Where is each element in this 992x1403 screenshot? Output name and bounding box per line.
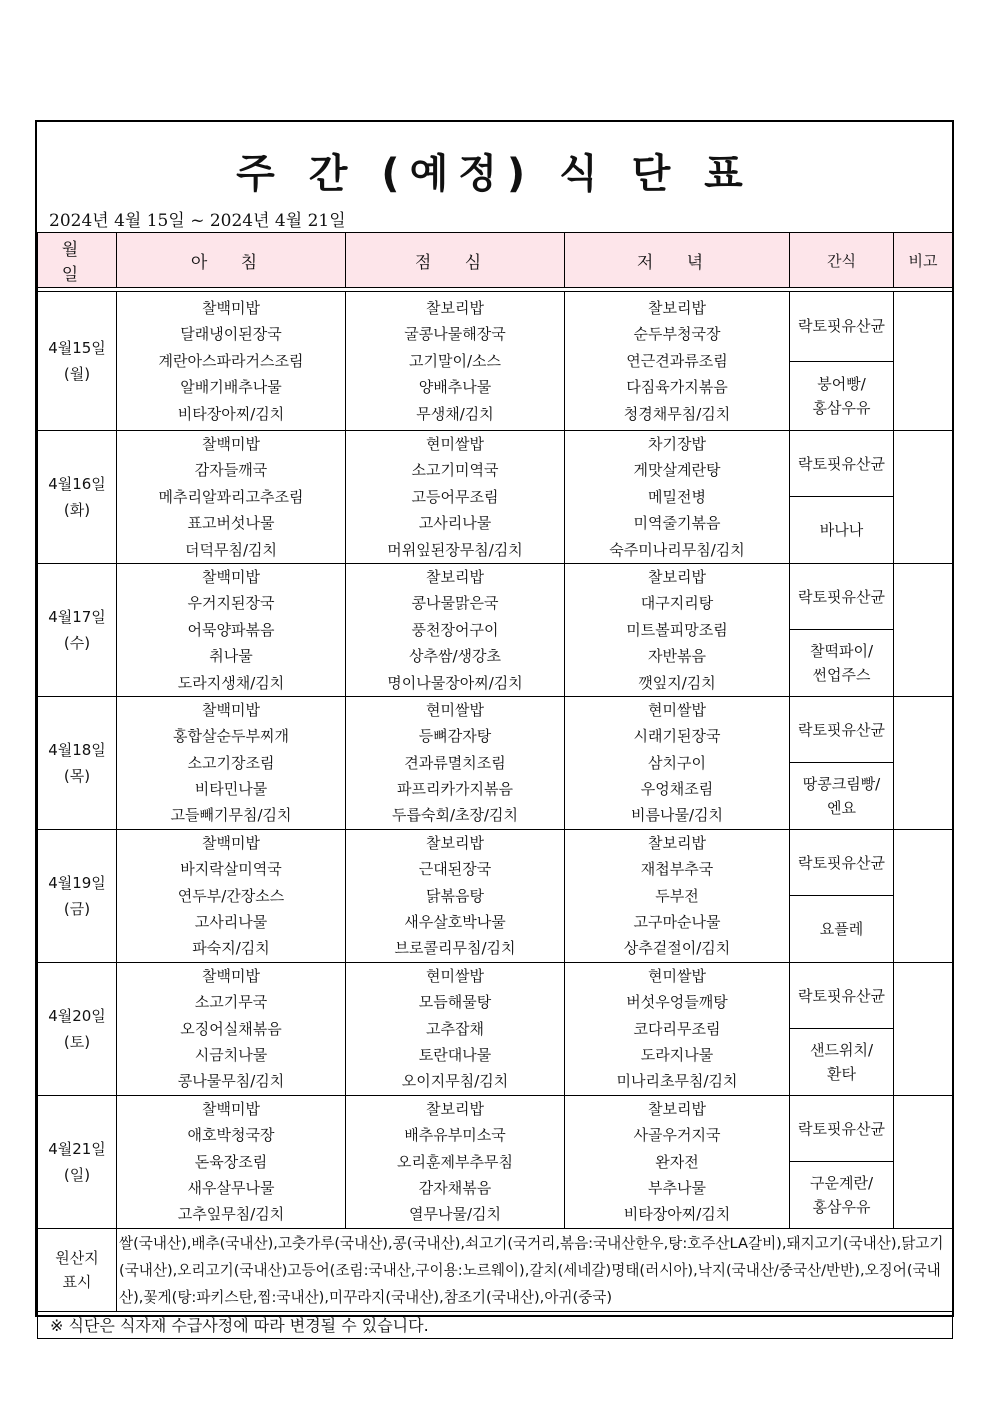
menu-item: 오리훈제부추무침 [397,1152,513,1171]
header-lunch: 점 심 [346,233,565,288]
remark-cell [894,696,953,829]
snack-primary: 락토핏유산균 [790,962,894,1028]
menu-item: 도라지나물 [640,1045,714,1064]
menu-item: 찰보리밥 [426,833,484,852]
menu-item: 현미쌀밥 [426,700,484,719]
weekly-menu-table [37,232,953,1339]
menu-item: 홍합살순두부찌개 [173,727,289,746]
menu-item: 풍천장어구이 [411,620,499,639]
menu-item: 메추리알꽈리고추조림 [158,487,304,506]
dinner-cell [565,1095,790,1228]
remark-cell [894,829,953,962]
menu-item: 버섯우엉들깨탕 [626,993,728,1012]
snack-primary: 락토핏유산균 [790,292,894,362]
day-weekday: (일) [63,1165,91,1184]
day-weekday: (토) [63,1032,91,1051]
menu-item: 찰보리밥 [426,299,484,318]
menu-item: 고구마순나물 [633,913,721,932]
snack-secondary [790,1162,894,1228]
menu-item: 콩나물맑은국 [411,594,499,613]
menu-item: 대구지리탕 [640,594,714,613]
menu-item: 머위잎된장무침/김치 [387,540,523,559]
menu-item: 닭볶음탕 [426,886,484,905]
snack-primary: 락토핏유산균 [790,829,894,895]
menu-item: 찰보리밥 [426,1099,484,1118]
menu-item: 완자전 [655,1152,699,1171]
day-row [38,563,953,629]
menu-item: 미나리초무침/김치 [616,1072,738,1091]
menu-item: 현미쌀밥 [426,966,484,985]
day-date-cell [38,696,117,829]
snack-primary: 락토핏유산균 [790,1095,894,1161]
snack-secondary [790,896,894,962]
day-date: 4월18일 [48,740,106,759]
menu-item: 바지락살미역국 [180,860,282,879]
snack-line: 땅콩크림빵/ [802,775,881,794]
menu-item: 찰백미밥 [202,299,260,318]
lunch-cell [346,829,565,962]
menu-item: 굴콩나물해장국 [404,325,506,344]
menu-item: 등뼈감자탕 [418,727,492,746]
day-date: 4월19일 [48,873,106,892]
snack-line: 홍삼우유 [812,1197,871,1216]
header-dinner: 저 녁 [565,233,790,288]
menu-item: 표고버섯나물 [187,514,275,533]
menu-item: 찰백미밥 [202,1099,260,1118]
menu-item: 고추잡채 [426,1019,484,1038]
menu-item: 열무나물/김치 [409,1205,501,1224]
menu-item: 애호박청국장 [187,1126,275,1145]
menu-item: 명이나물장아찌/김치 [387,673,523,692]
menu-item: 깻잎지/김치 [638,673,716,692]
header-remark: 비고 [894,233,953,288]
snack-line: 구운계란/ [809,1173,873,1192]
lunch-cell [346,696,565,829]
menu-item: 미역줄기볶음 [633,514,721,533]
lunch-cell [346,431,565,564]
menu-item: 삼치구이 [648,753,706,772]
menu-item: 찰보리밥 [648,299,706,318]
menu-item: 순두부청국장 [633,325,721,344]
day-row [38,829,953,895]
menu-item: 고기말이/소스 [409,351,501,370]
snack-line: 엔요 [827,799,856,818]
menu-item: 현미쌀밥 [648,700,706,719]
menu-item: 찰보리밥 [648,567,706,586]
origin-row [38,1228,953,1311]
snack-line: 샌드위치/ [809,1041,873,1060]
menu-item: 다짐육가지볶음 [626,378,728,397]
notice-text: ※ 식단은 식자재 수급사정에 따라 변경될 수 있습니다. [38,1311,953,1338]
menu-item: 감자채볶음 [418,1178,492,1197]
snack-secondary [790,497,894,563]
origin-label-line2: 표시 [62,1272,92,1291]
origin-label [38,1228,117,1311]
menu-item: 견과류멸치조림 [404,753,506,772]
snack-line: 홍삼우유 [812,398,871,417]
snack-secondary [790,1029,894,1095]
menu-item: 토란대나물 [418,1045,492,1064]
menu-item: 상추쌈/생강초 [409,647,501,666]
day-row [38,431,953,497]
snack-line: 붕어빵/ [817,374,866,393]
day-weekday: (금) [63,899,91,918]
menu-item: 현미쌀밥 [426,435,484,453]
menu-item: 소고기미역국 [411,461,499,480]
menu-item: 취나물 [209,647,253,666]
menu-item: 소고기장조림 [187,753,275,772]
menu-item: 근대된장국 [418,860,492,879]
menu-item: 찰백미밥 [202,435,260,453]
menu-item: 찰백미밥 [202,966,260,985]
lunch-cell [346,1095,565,1228]
snack-primary: 락토핏유산균 [790,696,894,762]
remark-cell [894,292,953,431]
menu-item: 비타장아찌/김치 [623,1205,731,1224]
day-weekday: (월) [63,365,91,383]
day-date-cell [38,1095,117,1228]
menu-item: 부추나물 [648,1178,706,1197]
day-date: 4월21일 [48,1139,106,1158]
menu-item: 달래냉이된장국 [180,325,282,344]
menu-item: 두부전 [655,886,699,905]
origin-text: 쌀(국내산),배추(국내산),고춧가루(국내산),콩(국내산),쇠고기(국거리,볶음:국내산한우,탕:호주산LA갈비),돼지고기(국내산),닭고기(국내산),오리고기(국내산)고등어(조림:국내산,구이용:노르웨이),갈치(세네갈)명태(러시아),낙지(국내산/중국산/반반),오징어(국내산),꽃게(탕:파키스탄,찜:국내산),미꾸라지(국내산),참조기(국내산),아귀(중국) [117,1228,953,1311]
menu-item: 코다리무조림 [633,1019,721,1038]
breakfast-cell [117,431,346,564]
day-date: 4월16일 [48,474,106,493]
menu-item: 브로콜리무침/김치 [394,939,516,958]
snack-line: 요플레 [819,920,864,939]
header-breakfast: 아 침 [117,233,346,288]
day-row [38,1095,953,1161]
snack-line: 환타 [827,1065,856,1084]
menu-item: 찰백미밥 [202,700,260,719]
remark-cell [894,563,953,696]
remark-cell [894,962,953,1095]
menu-item: 시금치나물 [194,1045,268,1064]
snack-line: 썬업주스 [812,666,871,685]
menu-item: 현미쌀밥 [648,966,706,985]
day-row [38,292,953,362]
header-date: 월 일 [38,233,117,288]
day-date: 4월20일 [48,1006,106,1025]
day-weekday: (화) [63,500,91,519]
day-date: 4월15일 [48,339,106,357]
menu-item: 도라지생채/김치 [177,673,285,692]
remark-cell [894,431,953,564]
period-label: 2024년 4월 15일 ~ 2024년 4월 21일 [49,211,346,231]
menu-item: 찰백미밥 [202,567,260,586]
menu-item: 파숙지/김치 [192,939,270,958]
day-date-cell [38,292,117,431]
header-snack: 간식 [790,233,894,288]
menu-item: 새우살호박나물 [404,913,506,932]
menu-item: 찰보리밥 [648,1099,706,1118]
menu-item: 양배추나물 [418,378,492,397]
day-date-cell [38,431,117,564]
menu-item: 자반볶음 [648,647,706,666]
page-title: 주 간 (예정) 식 단 표 [236,151,753,197]
note-row [38,1311,953,1338]
dinner-cell [565,292,790,431]
day-date: 4월17일 [48,607,106,626]
day-rows [38,292,953,1229]
menu-item: 고사리나물 [194,913,268,932]
menu-item: 비타장아찌/김치 [177,404,285,423]
menu-item: 돈육장조림 [194,1152,268,1171]
breakfast-cell [117,829,346,962]
menu-item: 배추유부미소국 [404,1126,506,1145]
menu-item: 더덕무침/김치 [185,540,277,559]
menu-item: 찰보리밥 [648,833,706,852]
menu-item: 새우살무나물 [187,1178,275,1197]
menu-item: 두릅숙회/초장/김치 [391,806,519,825]
menu-item: 고추잎무침/김치 [177,1205,285,1224]
snack-secondary [790,763,894,829]
menu-item: 찰보리밥 [426,567,484,586]
menu-item: 숙주미나리무침/김치 [609,540,745,559]
lunch-cell [346,292,565,431]
day-date-cell [38,563,117,696]
day-date-cell [38,962,117,1095]
breakfast-cell [117,292,346,431]
dinner-cell [565,696,790,829]
day-weekday: (목) [63,766,91,785]
menu-item: 우엉채조림 [640,780,714,799]
menu-item: 미트볼피망조림 [626,620,728,639]
menu-item: 시래기된장국 [633,727,721,746]
snack-secondary [790,630,894,696]
menu-item: 연근견과류조림 [626,351,728,370]
snack-line: 찰떡파이/ [809,642,873,661]
menu-item: 비타민나물 [194,780,268,799]
snack-primary: 락토핏유산균 [790,563,894,629]
menu-item: 어묵양파볶음 [187,620,275,639]
menu-item: 차기장밥 [648,435,706,453]
menu-item: 상추겉절이/김치 [623,939,731,958]
menu-item: 모듬해물탕 [418,993,492,1012]
menu-item: 알배기배추나물 [180,378,282,397]
dinner-cell [565,563,790,696]
lunch-cell [346,563,565,696]
breakfast-cell [117,962,346,1095]
dinner-cell [565,431,790,564]
menu-item: 고들빼기무침/김치 [170,806,292,825]
menu-item: 게맛살계란탕 [633,461,721,480]
menu-item: 찰백미밥 [202,833,260,852]
table-header-row [38,233,953,288]
remark-cell [894,1095,953,1228]
day-row [38,696,953,762]
snack-secondary [790,361,894,431]
lunch-cell [346,962,565,1095]
breakfast-cell [117,563,346,696]
menu-item: 무생채/김치 [416,404,494,423]
menu-item: 고등어무조림 [411,487,499,506]
menu-item: 오이지무침/김치 [401,1072,509,1091]
menu-document [35,120,954,1336]
breakfast-cell [117,696,346,829]
menu-item: 재첩부추국 [640,860,714,879]
menu-item: 감자들깨국 [194,461,268,480]
day-row [38,962,953,1028]
snack-line: 바나나 [819,521,864,540]
menu-item: 우거지된장국 [187,594,275,613]
snack-primary: 락토핏유산균 [790,431,894,497]
menu-item: 연두부/간장소스 [177,886,285,905]
menu-item: 청경채무침/김치 [623,404,731,423]
dinner-cell [565,829,790,962]
menu-item: 오징어실채볶음 [180,1019,282,1038]
menu-item: 콩나물무침/김치 [177,1072,285,1091]
menu-item: 비름나물/김치 [631,806,723,825]
menu-item: 사골우거지국 [633,1126,721,1145]
menu-item: 메밀전병 [648,487,706,506]
menu-item: 소고기무국 [194,993,268,1012]
day-date-cell [38,829,117,962]
menu-item: 계란아스파라거스조림 [158,351,304,370]
day-weekday: (수) [63,633,91,652]
breakfast-cell [117,1095,346,1228]
dinner-cell [565,962,790,1095]
menu-item: 고사리나물 [418,514,492,533]
origin-label-line1: 원산지 [55,1248,99,1267]
menu-item: 파프리카가지볶음 [397,780,513,799]
